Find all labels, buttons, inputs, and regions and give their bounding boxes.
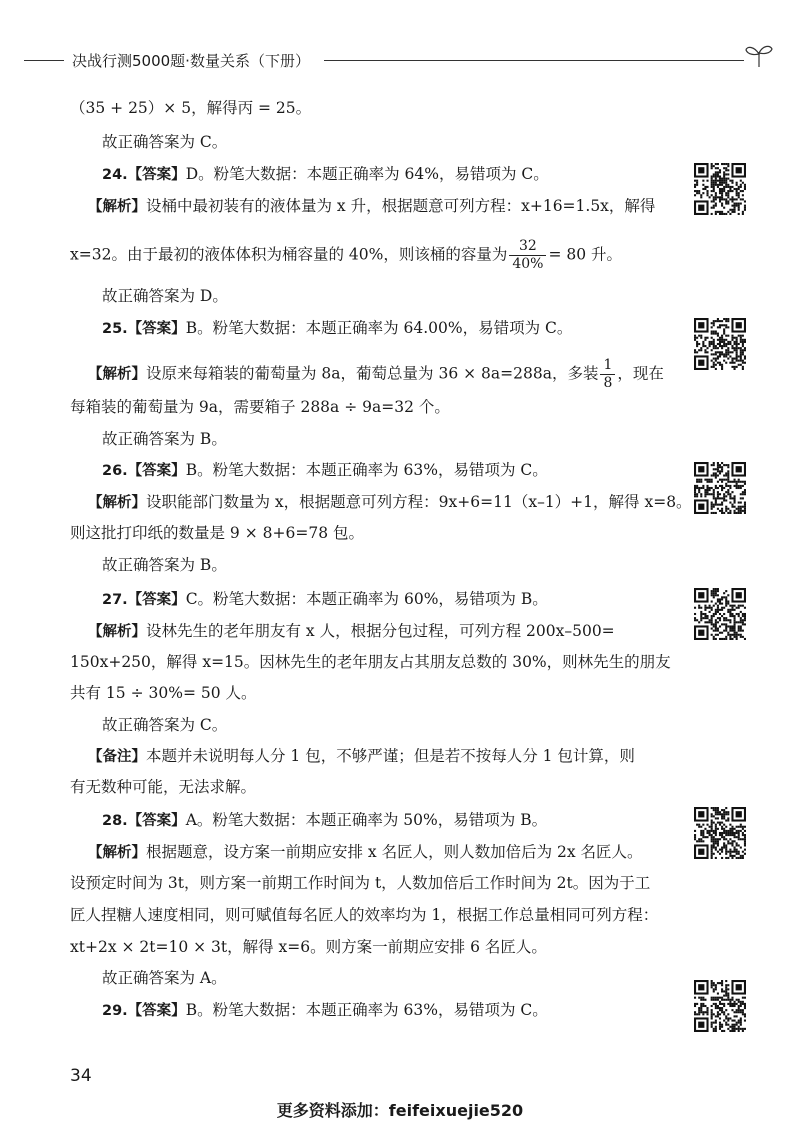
analysis-tag: 【解析】 (88, 199, 146, 215)
answer-stats: B。粉笔大数据：本题正确率为 63%，易错项为 C。 (185, 461, 548, 479)
qr-code-icon[interactable] (694, 980, 746, 1032)
answer-tag: 27.【答案】 (102, 592, 186, 608)
answer-tag: 25.【答案】 (102, 321, 186, 337)
text-line: 150x+250，解得 x=15。因林先生的老年朋友占其朋友总数的 30%，则林先生的朋友 (70, 653, 671, 671)
footer-promo: 更多资料添加：feifeixuejie520 (276, 1101, 524, 1120)
header-rule-left (24, 60, 64, 61)
analysis-line (88, 842, 643, 863)
analysis-text: 设林先生的老年朋友有 x 人，根据分包过程，可列方程 200x–500= (146, 622, 615, 640)
header-title: 决战行测5000题·数量关系（下册） (72, 52, 310, 70)
analysis-tag: 【解析】 (88, 624, 146, 640)
text-line: xt+2x × 2t=10 × 3t，解得 x=6。则方案一前期应安排 6 名匠人。 (70, 938, 547, 956)
answer-stats: D。粉笔大数据：本题正确率为 64%，易错项为 C。 (185, 165, 549, 183)
text-line: （35 + 25）× 5，解得丙 = 25。 (70, 99, 312, 117)
text-line: 匠人捏糖人速度相同，则可赋值每名匠人的效率均为 1，根据工作总量相同可列方程： (70, 906, 659, 924)
header-rule-right (324, 60, 744, 61)
qr-code-icon[interactable] (694, 318, 746, 370)
note-text: 本题并未说明每人分 1 包，不够严谨；但是若不按每人分 1 包计算，则 (146, 747, 635, 765)
fraction-numerator: 1 (600, 357, 615, 375)
answer-line: 故正确答案为 A。 (102, 969, 227, 987)
answer-heading-26 (102, 460, 548, 481)
text-post: = 80 升。 (548, 245, 623, 264)
analysis-text: 根据题意，设方案一前期应安排 x 名匠人，则人数加倍后为 2x 名匠人。 (146, 843, 643, 861)
answer-line: 故正确答案为 C。 (102, 133, 228, 151)
qr-code-icon[interactable] (694, 163, 746, 215)
analysis-line (88, 621, 615, 642)
qr-code-icon[interactable] (694, 462, 746, 514)
answer-heading-24 (102, 164, 549, 185)
answer-heading-25 (102, 318, 572, 339)
analysis-line-fraction (88, 357, 664, 392)
running-header (24, 48, 779, 72)
note-line (88, 746, 635, 767)
fraction-denominator: 8 (603, 375, 613, 391)
answer-tag: 29.【答案】 (102, 1003, 186, 1019)
answer-stats: A。粉笔大数据：本题正确率为 50%，易错项为 B。 (185, 811, 548, 829)
page-number: 34 (70, 1066, 92, 1086)
analysis-line (88, 196, 655, 217)
analysis-tag: 【解析】 (88, 366, 146, 383)
answer-heading-29 (102, 1000, 548, 1021)
analysis-text: 设原来每箱装的葡萄量为 8a，葡萄总量为 36 × 8a=288a，多装 (146, 364, 599, 383)
answer-line: 故正确答案为 B。 (102, 430, 227, 448)
sprout-icon (744, 42, 774, 68)
text-line: 则这批打印纸的数量是 9 × 8+6=78 包。 (70, 524, 364, 542)
answer-stats: B。粉笔大数据：本题正确率为 64.00%，易错项为 C。 (185, 319, 573, 337)
answer-tag: 26.【答案】 (102, 463, 186, 479)
text-line: 每箱装的葡萄量为 9a，需要箱子 288a ÷ 9a=32 个。 (70, 398, 450, 416)
note-tag: 【备注】 (88, 749, 146, 765)
analysis-tag: 【解析】 (88, 495, 146, 511)
analysis-text: 设职能部门数量为 x，根据题意可列方程：9x+6=11（x–1）+1，解得 x=8。 (146, 493, 692, 511)
answer-tag: 28.【答案】 (102, 813, 186, 829)
answer-stats: B。粉笔大数据：本题正确率为 63%，易错项为 C。 (185, 1001, 548, 1019)
fraction (600, 357, 615, 392)
answer-line: 故正确答案为 B。 (102, 556, 227, 574)
fraction-denominator: 40% (512, 256, 544, 272)
text-line: 有无数种可能，无法求解。 (70, 778, 257, 796)
analysis-text: 设桶中最初装有的液体量为 x 升，根据题意可列方程：x+16=1.5x，解得 (146, 197, 656, 215)
qr-code-icon[interactable] (694, 588, 746, 640)
text-line-fraction (70, 238, 622, 273)
fraction-numerator: 32 (509, 238, 546, 256)
answer-heading-27 (102, 589, 548, 610)
answer-stats: C。粉笔大数据：本题正确率为 60%，易错项为 B。 (185, 590, 548, 608)
answer-heading-28 (102, 810, 547, 831)
analysis-tag: 【解析】 (88, 845, 146, 861)
fraction (509, 238, 546, 273)
text-post: ，现在 (617, 364, 664, 383)
analysis-line (88, 492, 692, 513)
qr-code-icon[interactable] (694, 807, 746, 859)
text-line: 设预定时间为 3t，则方案一前期工作时间为 t，人数加倍后工作时间为 2t。因为于工 (70, 874, 651, 892)
answer-tag: 24.【答案】 (102, 167, 186, 183)
text-line: 共有 15 ÷ 30%= 50 人。 (70, 684, 257, 702)
answer-line: 故正确答案为 C。 (102, 716, 228, 734)
answer-line: 故正确答案为 D。 (102, 287, 228, 305)
text-pre: x=32。由于最初的液体体积为桶容量的 40%，则该桶的容量为 (70, 245, 508, 264)
